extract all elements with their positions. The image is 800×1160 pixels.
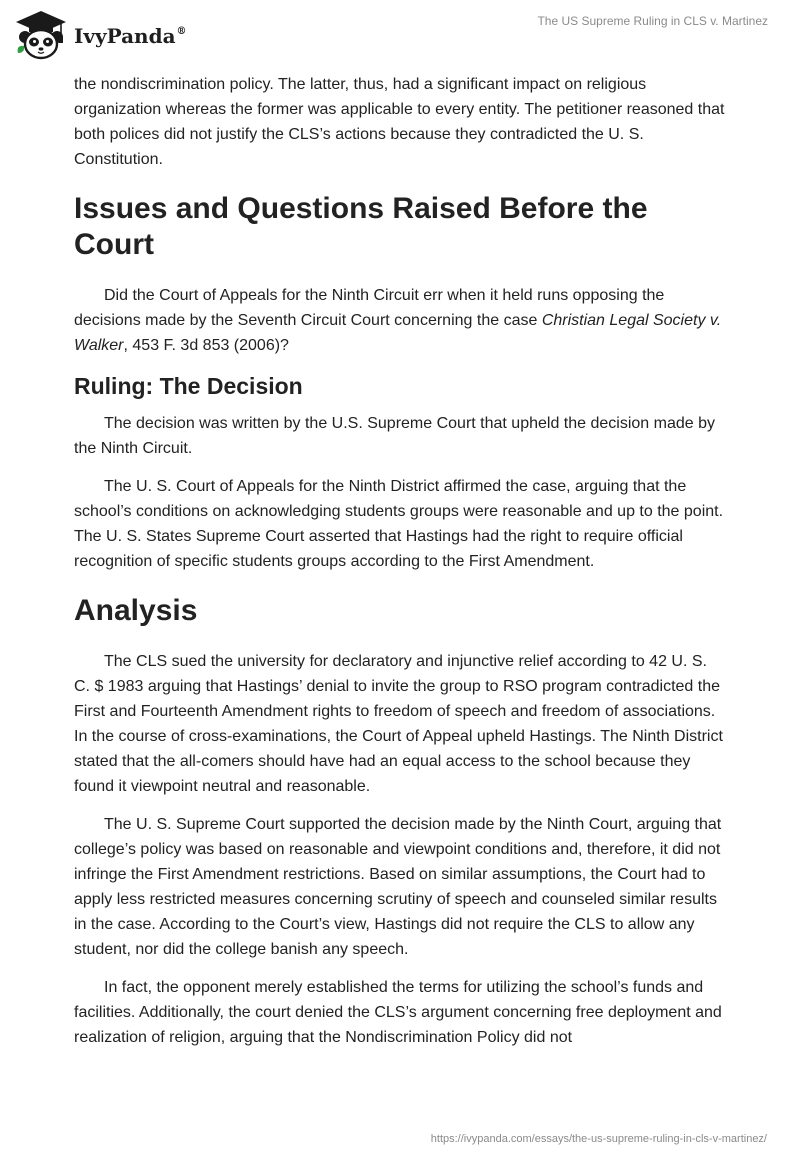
case-citation: Christian Legal Society v. Walker (74, 312, 722, 354)
document-title: The US Supreme Ruling in CLS v. Martinez (537, 14, 768, 28)
source-url[interactable]: https://ivypanda.com/essays/the-us-supreme-ruling-in-cls-v-martinez/ (430, 1133, 767, 1145)
paragraph-analysis-2: The U. S. Supreme Court supported the decision made by the Ninth Court, arguing that college’s policy was based on reasonable and viewpoint conditions and, therefore, it did not infringe the First Amendment restrictions. Based on similar assumptions, the Court had to apply less restricted measures concerning scrutiny of speech and counseled similar results in the case. According to the Court’s view, Hastings did not require the CLS to allow any student, nor did the college banish any speech. (74, 816, 722, 958)
panda-graduate-icon (14, 9, 68, 61)
paragraph-analysis-1: The CLS sued the university for declaratory and injunctive relief according to 42 U. S. C. $ 1983 arguing that Hastings’ denial to invite the group to RSO program contradicted the First and Fourteenth Amendment rights to freedom of speech and freedom of associations. In the course of cross-examinations, the Court of Appeal upheld Hastings. The Ninth District stated that the all-comers should have had an equal access to the school because they found it viewpoint neutral and reasonable. (74, 653, 723, 795)
essay-content (74, 72, 726, 1063)
ivypanda-logo[interactable] (14, 9, 187, 61)
paragraph-issues: Did the Court of Appeals for the Ninth Circuit err when it held runs opposing the decisions made by the Seventh Circuit Court concerning the case Christian Legal Society v. Walker, 453 F. 3d 853 (2006)? (74, 287, 722, 354)
page-header (0, 0, 800, 70)
heading-analysis: Analysis (74, 594, 198, 627)
heading-ruling: Ruling: The Decision (74, 373, 303, 399)
paragraph-ruling-1: The decision was written by the U.S. Supreme Court that upheld the decision made by the Ninth Circuit. (74, 415, 715, 457)
paragraph-ruling-2: The U. S. Court of Appeals for the Ninth District affirmed the case, arguing that the school’s conditions on acknowledging students groups were reasonable and up to the point. The U. S. States Supreme Court asserted that Hastings had the right to require official recognition of specific students groups according to the First Amendment. (74, 478, 724, 570)
paragraph-analysis-3: In fact, the opponent merely established the terms for utilizing the school’s funds and facilities. Additionally, the court denied the CLS’s argument concerning free deployment and realization of religion, arguing that the Nondiscrimination Policy did not (74, 979, 722, 1046)
heading-issues: Issues and Questions Raised Before the Court (74, 192, 648, 261)
brand-name: IvyPanda® (74, 24, 187, 48)
paragraph-intro: the nondiscrimination policy. The latter, thus, had a significant impact on religious organization whereas the former was applicable to every entity. The petitioner reasoned that both polices did not justify the CLS’s actions because they contradicted the U. S. Constitution. (74, 76, 725, 168)
